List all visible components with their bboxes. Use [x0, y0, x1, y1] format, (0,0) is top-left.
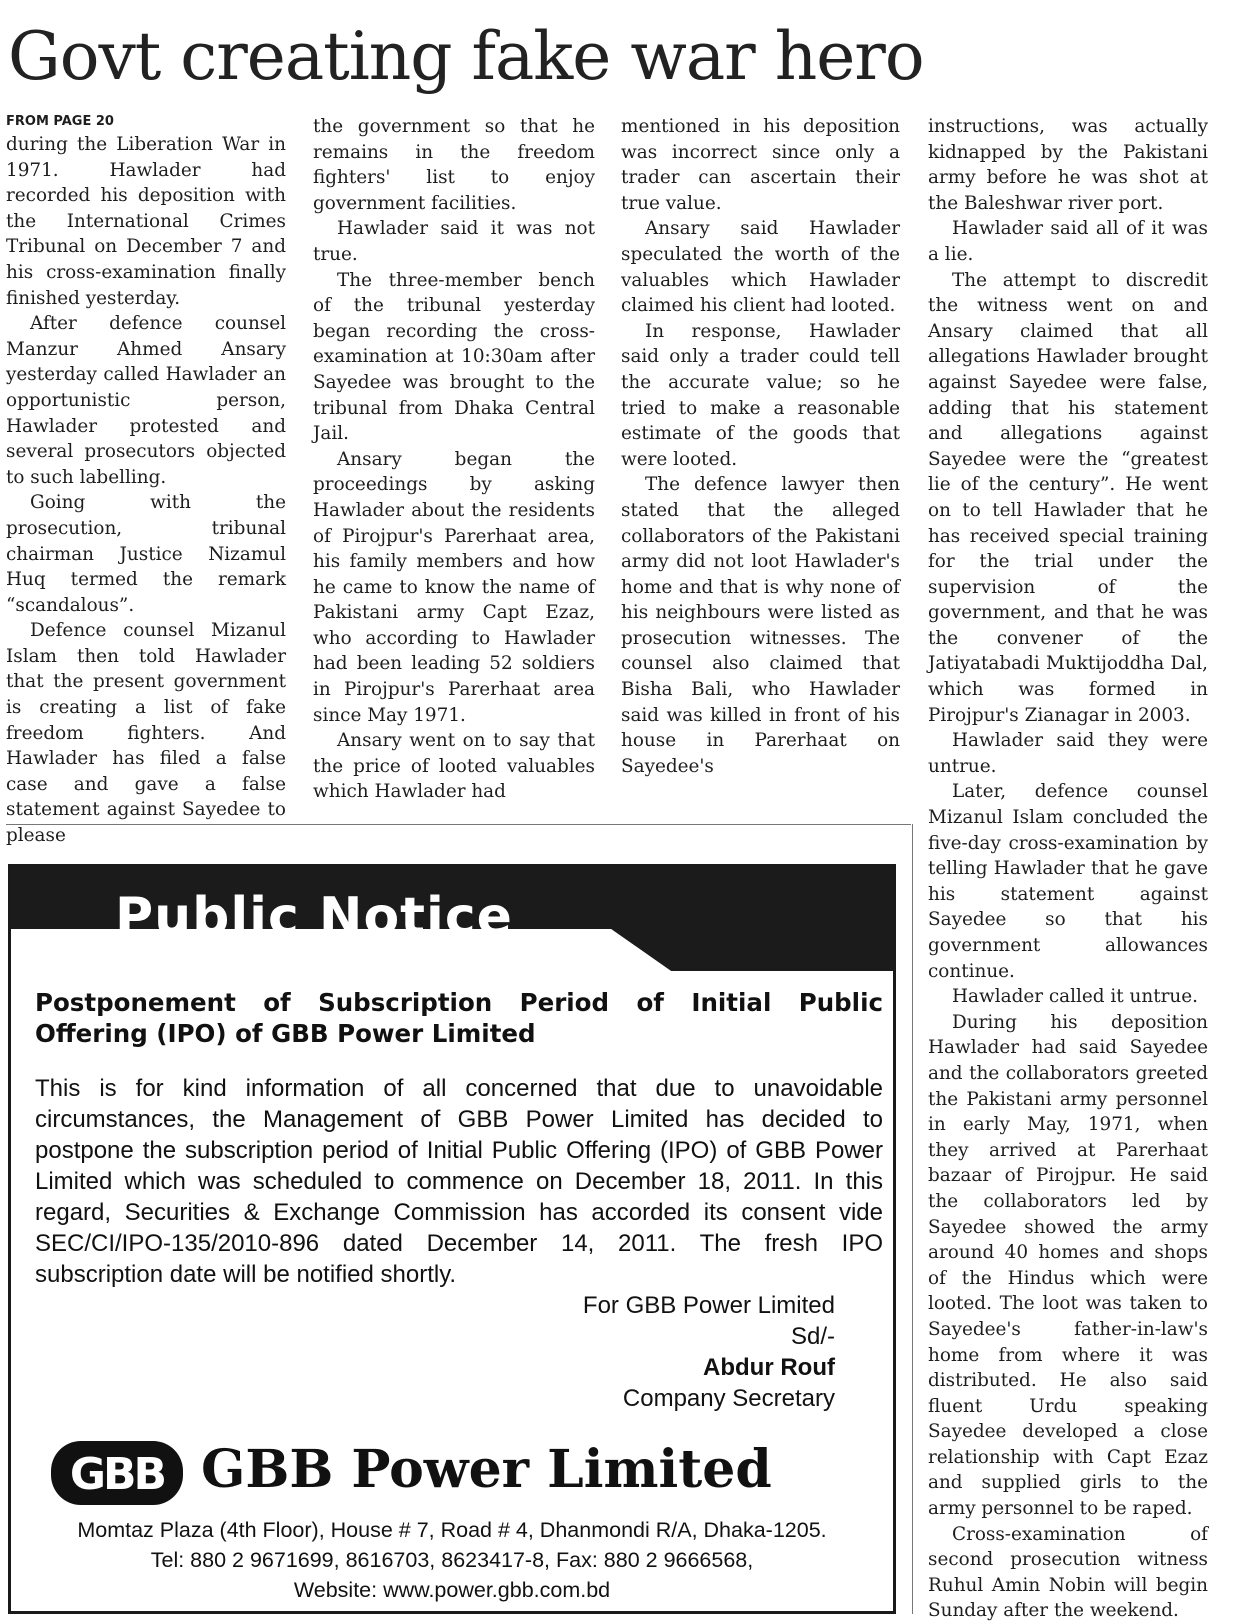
sign-for: For GBB Power Limited — [582, 1292, 835, 1319]
article-column-4 — [928, 114, 1208, 1622]
sign-sd: Sd/- — [790, 1323, 835, 1350]
paragraph: After defence counsel Manzur Ahmed Ansary yesterday called Hawlader an opportunistic person, Hawlader protested and several prosecutors objected to such labelling. — [6, 313, 286, 488]
article-column-3 — [621, 114, 900, 814]
paragraph: The three-member bench of the tribunal yesterday began recording the cross-examination at 10:30am after Sayedee was brought to the tribunal from Dhaka Central Jail. — [313, 269, 595, 445]
gbb-logo-icon — [51, 1441, 183, 1505]
signatory-title: Company Secretary — [622, 1385, 835, 1412]
signature-block — [583, 1290, 835, 1414]
paragraph: during the Liberation War in 1971. Hawlader had recorded his deposition with the International Crimes Tribunal on December 7 and his cross-examination finally finished yesterday. — [6, 134, 286, 309]
paragraph: During his deposition Hawlader had said Sayedee and the collaborators greeted the Pakistani army personnel in early May, 1971, when they arrived at Parerhaat bazaar of Pirojpur. He said the collaborators led by Sayedee showed the army around 40 homes and shops of the Hindus which were looted. The loot was taken to Sayedee's father-in-law's home from where it was distributed. He also said fluent Urdu speaking Sayedee developed a close relationship with Capt Ezaz and supplied girls to the army personnel to be raped. — [928, 1011, 1208, 1520]
paragraph: Later, defence counsel Mizanul Islam concluded the five-day cross-examination by telling Hawlader that he gave his statement against Sayedee so that his government allowances continue. — [928, 781, 1208, 982]
phone-fax-line: Tel: 880 2 9671699, 8616703, 8623417-8, Fax: 880 2 9666568, — [150, 1548, 754, 1572]
paragraph: Ansary went on to say that the price of looted valuables which Hawlader had — [313, 730, 595, 803]
divider — [6, 824, 911, 825]
article-column-1 — [6, 114, 286, 847]
paragraph: the government so that he remains in the freedom fighters' list to enjoy government facilities. — [313, 116, 595, 214]
address-line: Momtaz Plaza (4th Floor), House # 7, Road # 4, Dhanmondi R/A, Dhaka-1205. — [77, 1518, 827, 1542]
paragraph: Hawlader said it was not true. — [313, 218, 595, 265]
paragraph: The defence lawyer then stated that the alleged collaborators of the Pakistani army did not loot Hawlader's home and that is why none of his neighbours were listed as prosecution witnesses. The counsel also claimed that Bisha Bali, who Hawlader said was killed in front of his house in Parerhaat on Sayedee's — [621, 474, 900, 777]
paragraph: Hawlader called it untrue. — [952, 986, 1198, 1008]
public-notice-ad — [8, 864, 896, 1614]
notice-title-band — [11, 867, 893, 971]
company-logo-row — [51, 1437, 851, 1507]
paragraph: mentioned in his deposition was incorrect since only a trader can ascertain their true value. — [621, 116, 900, 214]
signatory-name: Abdur Rouf — [703, 1354, 835, 1381]
notice-subtitle: Postponement of Subscription Period of Initial Public Offering (IPO) of GBB Power Limited — [35, 988, 883, 1048]
website-line: Website: www.power.gbb.com.bd — [293, 1578, 611, 1602]
paragraph: instructions, was actually kidnapped by the Pakistani army before he was shot at the Baleshwar river port. — [928, 116, 1208, 214]
paragraph: Cross-examination of second prosecution witness Ruhul Amin Nobin will begin Sunday after the weekend. — [928, 1523, 1208, 1622]
notice-body: This is for kind information of all concerned that due to unavoidable circumstances, the Management of GBB Power Limited has decided to postpone the subscription period of Initial Public Offering (IPO) of GBB Power Limited which was scheduled to commence on December 18, 2011. In this regard, Securities & Exchange Commission has accorded its consent vide SEC/CI/IPO-135/2010-896 dated December 14, 2011. The fresh IPO subscription date will be notified shortly. — [35, 1075, 883, 1288]
paragraph: Defence counsel Mizanul Islam then told Hawlader that the present government is creating a list of fake freedom fighters. And Hawlader has filed a false case and gave a false statement against Sayedee to please — [6, 620, 286, 847]
paragraph: Going with the prosecution, tribunal chairman Justice Nizamul Huq termed the remark “scandalous”. — [6, 492, 286, 616]
article-column-2 — [313, 114, 595, 814]
paragraph: Hawlader said they were untrue. — [928, 730, 1208, 777]
paragraph: Ansary began the proceedings by asking Hawlader about the residents of Pirojpur's Parerhaat area, his family members and how he came to know the name of Pakistani army Capt Ezaz, who according to Hawlader had been leading 52 soldiers in Pirojpur's Parerhaat area since May 1971. — [313, 448, 595, 726]
divider — [912, 824, 913, 1614]
paragraph: In response, Hawlader said only a trader could tell the accurate value; so he tried to make a reasonable estimate of the goods that were looted. — [621, 320, 900, 470]
company-address — [11, 1515, 893, 1605]
headline: Govt creating fake war hero — [8, 18, 924, 95]
paragraph: The attempt to discredit the witness went on and Ansary claimed that all allegations Hawlader brought against Sayedee were false, adding that his statement and allegations against Sayedee were the “greatest lie of the century”. He went on to tell Hawlader that he has received special training for the trial under the supervision of the government, and that he was the convener of the Jatiyatabadi Muktijoddha Dal, which was formed in Pirojpur's Zianagar in 2003. — [928, 269, 1208, 726]
company-name: GBB Power Limited — [201, 1439, 772, 1500]
paragraph: Ansary said Hawlader speculated the worth of the valuables which Hawlader claimed his client had looted. — [621, 218, 900, 317]
notice-title: Public Notice — [115, 887, 513, 947]
from-page-label: FROM PAGE 20 — [6, 114, 114, 129]
paragraph: Hawlader said all of it was a lie. — [928, 218, 1208, 265]
svg-text:GBB: GBB — [69, 1449, 165, 1500]
